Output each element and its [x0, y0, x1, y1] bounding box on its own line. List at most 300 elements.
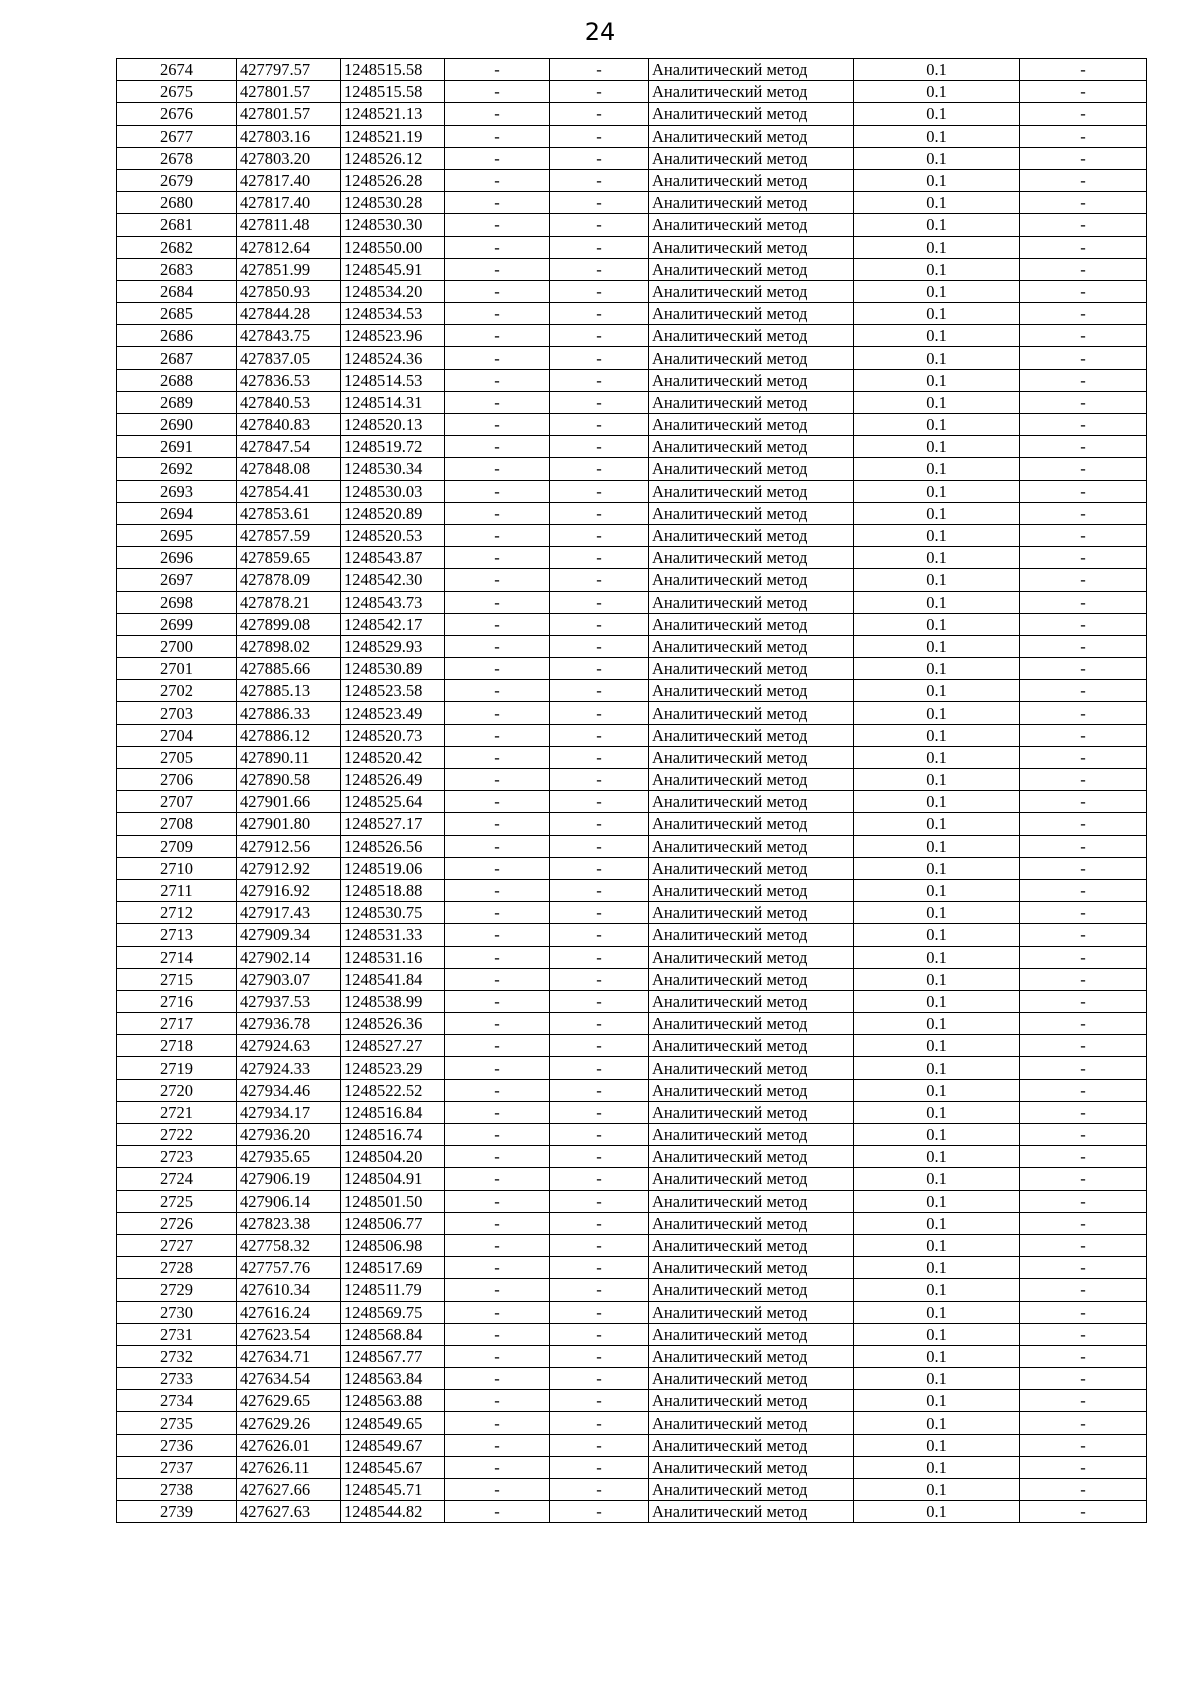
- empty-cell-3: -: [1020, 1190, 1147, 1212]
- accuracy-cell: 0.1: [854, 480, 1020, 502]
- empty-cell-3: -: [1020, 1035, 1147, 1057]
- y-coordinate-cell: 1248526.49: [341, 769, 445, 791]
- x-coordinate-cell: 427837.05: [237, 347, 341, 369]
- y-coordinate-cell: 1248517.69: [341, 1257, 445, 1279]
- empty-cell-3: -: [1020, 813, 1147, 835]
- method-cell: Аналитический метод: [649, 125, 854, 147]
- accuracy-cell: 0.1: [854, 214, 1020, 236]
- point-number-cell: 2732: [117, 1345, 237, 1367]
- x-coordinate-cell: 427853.61: [237, 502, 341, 524]
- page-number: 24: [584, 18, 616, 46]
- empty-cell-3: -: [1020, 147, 1147, 169]
- point-number-cell: 2701: [117, 658, 237, 680]
- empty-cell-1: -: [445, 502, 550, 524]
- empty-cell-3: -: [1020, 1101, 1147, 1123]
- method-cell: Аналитический метод: [649, 1368, 854, 1390]
- empty-cell-3: -: [1020, 1501, 1147, 1523]
- accuracy-cell: 0.1: [854, 1212, 1020, 1234]
- accuracy-cell: 0.1: [854, 1279, 1020, 1301]
- empty-cell-1: -: [445, 791, 550, 813]
- table-row: [117, 1013, 1147, 1035]
- empty-cell-2: -: [550, 1079, 649, 1101]
- empty-cell-2: -: [550, 1212, 649, 1234]
- point-number-cell: 2723: [117, 1146, 237, 1168]
- y-coordinate-cell: 1248568.84: [341, 1323, 445, 1345]
- accuracy-cell: 0.1: [854, 1190, 1020, 1212]
- y-coordinate-cell: 1248520.73: [341, 724, 445, 746]
- method-cell: Аналитический метод: [649, 769, 854, 791]
- y-coordinate-cell: 1248511.79: [341, 1279, 445, 1301]
- empty-cell-3: -: [1020, 1124, 1147, 1146]
- accuracy-cell: 0.1: [854, 147, 1020, 169]
- method-cell: Аналитический метод: [649, 1390, 854, 1412]
- empty-cell-1: -: [445, 1301, 550, 1323]
- x-coordinate-cell: 427836.53: [237, 369, 341, 391]
- empty-cell-1: -: [445, 769, 550, 791]
- method-cell: Аналитический метод: [649, 1124, 854, 1146]
- accuracy-cell: 0.1: [854, 1345, 1020, 1367]
- method-cell: Аналитический метод: [649, 1146, 854, 1168]
- empty-cell-1: -: [445, 125, 550, 147]
- y-coordinate-cell: 1248538.99: [341, 990, 445, 1012]
- empty-cell-2: -: [550, 236, 649, 258]
- point-number-cell: 2711: [117, 879, 237, 901]
- empty-cell-2: -: [550, 280, 649, 302]
- accuracy-cell: 0.1: [854, 1101, 1020, 1123]
- x-coordinate-cell: 427885.66: [237, 658, 341, 680]
- y-coordinate-cell: 1248523.58: [341, 680, 445, 702]
- x-coordinate-cell: 427912.92: [237, 857, 341, 879]
- method-cell: Аналитический метод: [649, 924, 854, 946]
- table-row: [117, 835, 1147, 857]
- empty-cell-1: -: [445, 59, 550, 81]
- accuracy-cell: 0.1: [854, 125, 1020, 147]
- empty-cell-3: -: [1020, 835, 1147, 857]
- accuracy-cell: 0.1: [854, 1057, 1020, 1079]
- method-cell: Аналитический метод: [649, 680, 854, 702]
- point-number-cell: 2736: [117, 1434, 237, 1456]
- empty-cell-1: -: [445, 1323, 550, 1345]
- empty-cell-1: -: [445, 303, 550, 325]
- empty-cell-2: -: [550, 1234, 649, 1256]
- point-number-cell: 2707: [117, 791, 237, 813]
- empty-cell-1: -: [445, 280, 550, 302]
- method-cell: Аналитический метод: [649, 791, 854, 813]
- accuracy-cell: 0.1: [854, 857, 1020, 879]
- y-coordinate-cell: 1248526.36: [341, 1013, 445, 1035]
- method-cell: Аналитический метод: [649, 1323, 854, 1345]
- empty-cell-1: -: [445, 236, 550, 258]
- empty-cell-1: -: [445, 724, 550, 746]
- point-number-cell: 2685: [117, 303, 237, 325]
- y-coordinate-cell: 1248567.77: [341, 1345, 445, 1367]
- method-cell: Аналитический метод: [649, 658, 854, 680]
- empty-cell-3: -: [1020, 1412, 1147, 1434]
- point-number-cell: 2720: [117, 1079, 237, 1101]
- x-coordinate-cell: 427616.24: [237, 1301, 341, 1323]
- empty-cell-1: -: [445, 347, 550, 369]
- empty-cell-1: -: [445, 968, 550, 990]
- y-coordinate-cell: 1248543.73: [341, 591, 445, 613]
- empty-cell-3: -: [1020, 1390, 1147, 1412]
- empty-cell-3: -: [1020, 547, 1147, 569]
- empty-cell-3: -: [1020, 924, 1147, 946]
- x-coordinate-cell: 427859.65: [237, 547, 341, 569]
- y-coordinate-cell: 1248515.58: [341, 59, 445, 81]
- table-row: [117, 1412, 1147, 1434]
- empty-cell-3: -: [1020, 125, 1147, 147]
- accuracy-cell: 0.1: [854, 613, 1020, 635]
- empty-cell-2: -: [550, 258, 649, 280]
- point-number-cell: 2726: [117, 1212, 237, 1234]
- y-coordinate-cell: 1248530.89: [341, 658, 445, 680]
- empty-cell-1: -: [445, 1479, 550, 1501]
- empty-cell-2: -: [550, 59, 649, 81]
- table-row: [117, 1101, 1147, 1123]
- empty-cell-3: -: [1020, 1234, 1147, 1256]
- point-number-cell: 2703: [117, 702, 237, 724]
- x-coordinate-cell: 427812.64: [237, 236, 341, 258]
- y-coordinate-cell: 1248530.34: [341, 458, 445, 480]
- table-row: [117, 1345, 1147, 1367]
- accuracy-cell: 0.1: [854, 502, 1020, 524]
- table-row: [117, 1368, 1147, 1390]
- empty-cell-1: -: [445, 924, 550, 946]
- table-row: [117, 902, 1147, 924]
- empty-cell-2: -: [550, 924, 649, 946]
- method-cell: Аналитический метод: [649, 236, 854, 258]
- y-coordinate-cell: 1248521.13: [341, 103, 445, 125]
- empty-cell-2: -: [550, 635, 649, 657]
- point-number-cell: 2718: [117, 1035, 237, 1057]
- x-coordinate-cell: 427924.33: [237, 1057, 341, 1079]
- table-row: [117, 147, 1147, 169]
- point-number-cell: 2693: [117, 480, 237, 502]
- empty-cell-2: -: [550, 1124, 649, 1146]
- empty-cell-1: -: [445, 613, 550, 635]
- empty-cell-2: -: [550, 1146, 649, 1168]
- empty-cell-1: -: [445, 436, 550, 458]
- empty-cell-2: -: [550, 1101, 649, 1123]
- point-number-cell: 2733: [117, 1368, 237, 1390]
- method-cell: Аналитический метод: [649, 1234, 854, 1256]
- method-cell: Аналитический метод: [649, 103, 854, 125]
- empty-cell-2: -: [550, 702, 649, 724]
- y-coordinate-cell: 1248543.87: [341, 547, 445, 569]
- x-coordinate-cell: 427909.34: [237, 924, 341, 946]
- point-number-cell: 2721: [117, 1101, 237, 1123]
- y-coordinate-cell: 1248504.20: [341, 1146, 445, 1168]
- empty-cell-2: -: [550, 902, 649, 924]
- y-coordinate-cell: 1248531.16: [341, 946, 445, 968]
- empty-cell-3: -: [1020, 1013, 1147, 1035]
- method-cell: Аналитический метод: [649, 1035, 854, 1057]
- method-cell: Аналитический метод: [649, 1279, 854, 1301]
- empty-cell-1: -: [445, 81, 550, 103]
- x-coordinate-cell: 427903.07: [237, 968, 341, 990]
- table-row: [117, 1279, 1147, 1301]
- accuracy-cell: 0.1: [854, 680, 1020, 702]
- empty-cell-2: -: [550, 1279, 649, 1301]
- empty-cell-3: -: [1020, 635, 1147, 657]
- accuracy-cell: 0.1: [854, 1146, 1020, 1168]
- table-row: [117, 369, 1147, 391]
- x-coordinate-cell: 427854.41: [237, 480, 341, 502]
- accuracy-cell: 0.1: [854, 258, 1020, 280]
- method-cell: Аналитический метод: [649, 990, 854, 1012]
- x-coordinate-cell: 427626.01: [237, 1434, 341, 1456]
- y-coordinate-cell: 1248545.67: [341, 1456, 445, 1478]
- method-cell: Аналитический метод: [649, 59, 854, 81]
- empty-cell-1: -: [445, 103, 550, 125]
- accuracy-cell: 0.1: [854, 81, 1020, 103]
- empty-cell-3: -: [1020, 1301, 1147, 1323]
- empty-cell-2: -: [550, 1057, 649, 1079]
- y-coordinate-cell: 1248534.20: [341, 280, 445, 302]
- table-row: [117, 813, 1147, 835]
- x-coordinate-cell: 427757.76: [237, 1257, 341, 1279]
- empty-cell-1: -: [445, 902, 550, 924]
- empty-cell-3: -: [1020, 480, 1147, 502]
- x-coordinate-cell: 427936.20: [237, 1124, 341, 1146]
- point-number-cell: 2731: [117, 1323, 237, 1345]
- point-number-cell: 2712: [117, 902, 237, 924]
- empty-cell-2: -: [550, 125, 649, 147]
- x-coordinate-cell: 427898.02: [237, 635, 341, 657]
- x-coordinate-cell: 427912.56: [237, 835, 341, 857]
- y-coordinate-cell: 1248530.03: [341, 480, 445, 502]
- method-cell: Аналитический метод: [649, 1456, 854, 1478]
- empty-cell-2: -: [550, 391, 649, 413]
- table-row: [117, 702, 1147, 724]
- empty-cell-2: -: [550, 1345, 649, 1367]
- accuracy-cell: 0.1: [854, 769, 1020, 791]
- x-coordinate-cell: 427885.13: [237, 680, 341, 702]
- point-number-cell: 2708: [117, 813, 237, 835]
- method-cell: Аналитический метод: [649, 746, 854, 768]
- empty-cell-3: -: [1020, 724, 1147, 746]
- empty-cell-2: -: [550, 524, 649, 546]
- point-number-cell: 2679: [117, 169, 237, 191]
- y-coordinate-cell: 1248501.50: [341, 1190, 445, 1212]
- empty-cell-1: -: [445, 169, 550, 191]
- y-coordinate-cell: 1248506.98: [341, 1234, 445, 1256]
- empty-cell-2: -: [550, 414, 649, 436]
- empty-cell-3: -: [1020, 59, 1147, 81]
- point-number-cell: 2714: [117, 946, 237, 968]
- empty-cell-3: -: [1020, 1057, 1147, 1079]
- accuracy-cell: 0.1: [854, 524, 1020, 546]
- point-number-cell: 2728: [117, 1257, 237, 1279]
- y-coordinate-cell: 1248550.00: [341, 236, 445, 258]
- empty-cell-3: -: [1020, 391, 1147, 413]
- empty-cell-2: -: [550, 192, 649, 214]
- x-coordinate-cell: 427634.71: [237, 1345, 341, 1367]
- empty-cell-1: -: [445, 813, 550, 835]
- table-row: [117, 968, 1147, 990]
- empty-cell-3: -: [1020, 591, 1147, 613]
- empty-cell-2: -: [550, 1434, 649, 1456]
- table-row: [117, 391, 1147, 413]
- y-coordinate-cell: 1248523.49: [341, 702, 445, 724]
- empty-cell-2: -: [550, 724, 649, 746]
- y-coordinate-cell: 1248542.30: [341, 569, 445, 591]
- method-cell: Аналитический метод: [649, 702, 854, 724]
- empty-cell-1: -: [445, 547, 550, 569]
- table-row: [117, 103, 1147, 125]
- point-number-cell: 2682: [117, 236, 237, 258]
- x-coordinate-cell: 427844.28: [237, 303, 341, 325]
- point-number-cell: 2698: [117, 591, 237, 613]
- x-coordinate-cell: 427801.57: [237, 103, 341, 125]
- accuracy-cell: 0.1: [854, 1456, 1020, 1478]
- y-coordinate-cell: 1248527.17: [341, 813, 445, 835]
- empty-cell-1: -: [445, 147, 550, 169]
- empty-cell-1: -: [445, 1456, 550, 1478]
- table-row: [117, 414, 1147, 436]
- method-cell: Аналитический метод: [649, 635, 854, 657]
- table-row: [117, 1234, 1147, 1256]
- y-coordinate-cell: 1248522.52: [341, 1079, 445, 1101]
- table-row: [117, 724, 1147, 746]
- empty-cell-2: -: [550, 1257, 649, 1279]
- empty-cell-3: -: [1020, 1257, 1147, 1279]
- y-coordinate-cell: 1248514.31: [341, 391, 445, 413]
- empty-cell-3: -: [1020, 524, 1147, 546]
- empty-cell-3: -: [1020, 1212, 1147, 1234]
- table-row: [117, 125, 1147, 147]
- empty-cell-3: -: [1020, 902, 1147, 924]
- empty-cell-1: -: [445, 591, 550, 613]
- empty-cell-2: -: [550, 680, 649, 702]
- method-cell: Аналитический метод: [649, 1057, 854, 1079]
- x-coordinate-cell: 427843.75: [237, 325, 341, 347]
- method-cell: Аналитический метод: [649, 169, 854, 191]
- y-coordinate-cell: 1248545.91: [341, 258, 445, 280]
- table-row: [117, 192, 1147, 214]
- empty-cell-3: -: [1020, 702, 1147, 724]
- accuracy-cell: 0.1: [854, 990, 1020, 1012]
- point-number-cell: 2713: [117, 924, 237, 946]
- empty-cell-3: -: [1020, 1323, 1147, 1345]
- point-number-cell: 2697: [117, 569, 237, 591]
- x-coordinate-cell: 427917.43: [237, 902, 341, 924]
- table-row: [117, 591, 1147, 613]
- empty-cell-1: -: [445, 1057, 550, 1079]
- point-number-cell: 2691: [117, 436, 237, 458]
- empty-cell-2: -: [550, 1013, 649, 1035]
- empty-cell-3: -: [1020, 569, 1147, 591]
- y-coordinate-cell: 1248514.53: [341, 369, 445, 391]
- empty-cell-2: -: [550, 502, 649, 524]
- table-row: [117, 547, 1147, 569]
- y-coordinate-cell: 1248516.84: [341, 1101, 445, 1123]
- empty-cell-2: -: [550, 591, 649, 613]
- method-cell: Аналитический метод: [649, 1301, 854, 1323]
- empty-cell-3: -: [1020, 968, 1147, 990]
- empty-cell-1: -: [445, 1501, 550, 1523]
- empty-cell-2: -: [550, 813, 649, 835]
- method-cell: Аналитический метод: [649, 436, 854, 458]
- table-row: [117, 990, 1147, 1012]
- table-row: [117, 1323, 1147, 1345]
- x-coordinate-cell: 427610.34: [237, 1279, 341, 1301]
- y-coordinate-cell: 1248530.30: [341, 214, 445, 236]
- method-cell: Аналитический метод: [649, 258, 854, 280]
- y-coordinate-cell: 1248524.36: [341, 347, 445, 369]
- accuracy-cell: 0.1: [854, 303, 1020, 325]
- table-row: [117, 1190, 1147, 1212]
- point-number-cell: 2689: [117, 391, 237, 413]
- table-row: [117, 436, 1147, 458]
- empty-cell-3: -: [1020, 1279, 1147, 1301]
- y-coordinate-cell: 1248549.67: [341, 1434, 445, 1456]
- method-cell: Аналитический метод: [649, 502, 854, 524]
- point-number-cell: 2674: [117, 59, 237, 81]
- point-number-cell: 2717: [117, 1013, 237, 1035]
- table-row: [117, 502, 1147, 524]
- empty-cell-2: -: [550, 1168, 649, 1190]
- method-cell: Аналитический метод: [649, 569, 854, 591]
- accuracy-cell: 0.1: [854, 813, 1020, 835]
- table-row: [117, 325, 1147, 347]
- empty-cell-2: -: [550, 1501, 649, 1523]
- empty-cell-1: -: [445, 1035, 550, 1057]
- accuracy-cell: 0.1: [854, 236, 1020, 258]
- empty-cell-2: -: [550, 81, 649, 103]
- empty-cell-1: -: [445, 369, 550, 391]
- y-coordinate-cell: 1248519.72: [341, 436, 445, 458]
- point-number-cell: 2696: [117, 547, 237, 569]
- y-coordinate-cell: 1248541.84: [341, 968, 445, 990]
- x-coordinate-cell: 427890.11: [237, 746, 341, 768]
- x-coordinate-cell: 427857.59: [237, 524, 341, 546]
- empty-cell-3: -: [1020, 103, 1147, 125]
- method-cell: Аналитический метод: [649, 1190, 854, 1212]
- x-coordinate-cell: 427848.08: [237, 458, 341, 480]
- method-cell: Аналитический метод: [649, 480, 854, 502]
- point-number-cell: 2675: [117, 81, 237, 103]
- y-coordinate-cell: 1248545.71: [341, 1479, 445, 1501]
- method-cell: Аналитический метод: [649, 391, 854, 413]
- method-cell: Аналитический метод: [649, 81, 854, 103]
- y-coordinate-cell: 1248526.12: [341, 147, 445, 169]
- point-number-cell: 2719: [117, 1057, 237, 1079]
- empty-cell-1: -: [445, 1412, 550, 1434]
- x-coordinate-cell: 427811.48: [237, 214, 341, 236]
- accuracy-cell: 0.1: [854, 1479, 1020, 1501]
- method-cell: Аналитический метод: [649, 968, 854, 990]
- empty-cell-3: -: [1020, 1368, 1147, 1390]
- empty-cell-3: -: [1020, 1434, 1147, 1456]
- accuracy-cell: 0.1: [854, 968, 1020, 990]
- accuracy-cell: 0.1: [854, 1368, 1020, 1390]
- empty-cell-3: -: [1020, 458, 1147, 480]
- empty-cell-2: -: [550, 1412, 649, 1434]
- accuracy-cell: 0.1: [854, 835, 1020, 857]
- coordinates-table: [116, 58, 1147, 1523]
- empty-cell-2: -: [550, 1390, 649, 1412]
- table-row: [117, 857, 1147, 879]
- empty-cell-1: -: [445, 635, 550, 657]
- accuracy-cell: 0.1: [854, 1434, 1020, 1456]
- point-number-cell: 2715: [117, 968, 237, 990]
- empty-cell-2: -: [550, 325, 649, 347]
- table-row: [117, 1079, 1147, 1101]
- point-number-cell: 2739: [117, 1501, 237, 1523]
- method-cell: Аналитический метод: [649, 192, 854, 214]
- point-number-cell: 2681: [117, 214, 237, 236]
